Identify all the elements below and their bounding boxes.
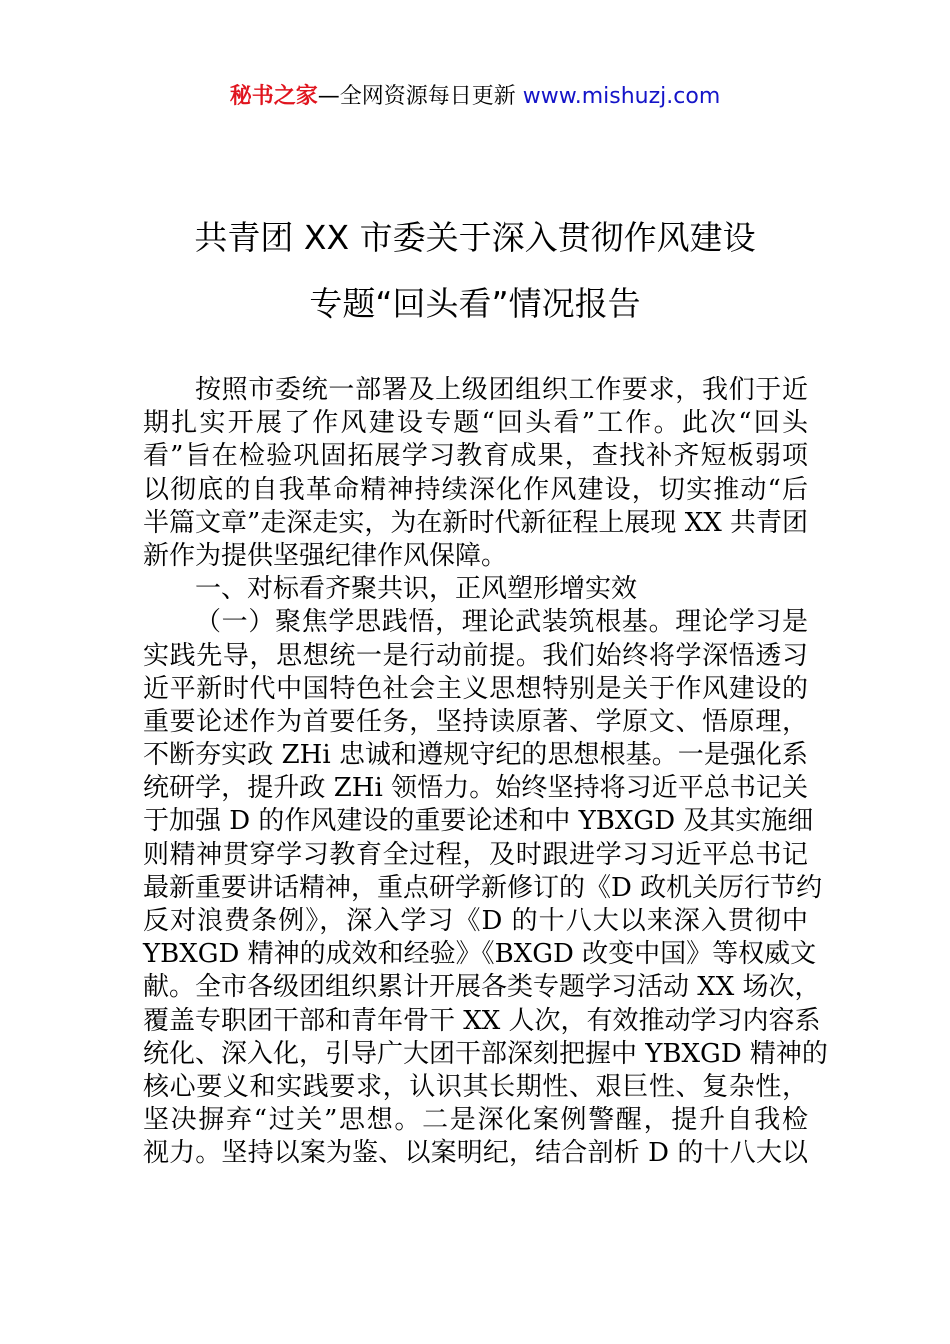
- paragraph-line: 不断夯实政 ZHi 忠诚和遵规守纪的思想根基。一是强化系: [143, 740, 808, 771]
- paragraph-line: YBXGD 精神的成效和经验》《BXGD 改变中国》等权威文: [143, 939, 817, 970]
- site-brand: 秘书之家: [229, 84, 318, 109]
- paragraph-line: 按照市委统一部署及上级团组织工作要求，我们于近: [195, 375, 808, 405]
- paragraph-line: 期扎实开展了作风建设专题“回头看”工作。此次“回头: [143, 408, 808, 439]
- paragraph-line: 覆盖专职团干部和青年骨干 XX 人次，有效推动学习内容系: [143, 1005, 821, 1036]
- paragraph-line: 以彻底的自我革命精神持续深化作风建设，切实推动“后: [143, 474, 808, 505]
- document-title-line-1: 共青团 XX 市委关于深入贯彻作风建设: [194, 218, 756, 257]
- site-url-link[interactable]: www.mishuzj.com: [522, 84, 721, 109]
- paragraph-line: 看”旨在检验巩固拓展学习教育成果，查找补齐短板弱项: [143, 441, 808, 472]
- paragraph-line: 献。全市各级团组织累计开展各类专题学习活动 XX 场次，: [143, 972, 821, 1003]
- paragraph-line: （一）聚焦学思践悟，理论武装筑根基。理论学习是: [195, 607, 808, 638]
- paragraph-line: 于加强 D 的作风建设的重要论述和中 YBXGD 及其实施细: [143, 806, 814, 837]
- paragraph-line: 半篇文章”走深走实，为在新时代新征程上展现 XX 共青团: [143, 507, 808, 538]
- paragraph-line: 核心要义和实践要求，认识其长期性、艰巨性、复杂性，: [143, 1071, 808, 1102]
- site-header: [0, 82, 950, 112]
- document-title-line-2: 专题“回头看”情况报告: [309, 284, 641, 323]
- paragraph-line: 新作为提供坚强纪律作风保障。: [143, 540, 508, 571]
- paragraph-line: 反对浪费条例》，深入学习《D 的十八大以来深入贯彻中: [143, 906, 808, 936]
- paragraph-line: 近平新时代中国特色社会主义思想特别是关于作风建设的: [143, 673, 808, 704]
- site-tagline: —全网资源每日更新: [317, 84, 523, 109]
- paragraph-line: 坚决摒弃“过关”思想。二是深化案例警醒，提升自我检: [143, 1105, 808, 1136]
- paragraph-line: 重要论述作为首要任务，坚持读原著、学原文、悟原理，: [143, 706, 808, 737]
- document-body: [143, 374, 828, 1171]
- section-heading: 一、对标看齐聚共识，正风塑形增实效: [195, 574, 638, 605]
- paragraph-line: 统化、深入化，引导广大团干部深刻把握中 YBXGD 精神的: [143, 1038, 828, 1069]
- paragraph-line: 实践先导，思想统一是行动前提。我们始终将学深悟透习: [143, 640, 808, 671]
- paragraph-line: 则精神贯穿学习教育全过程，及时跟进学习习近平总书记: [143, 839, 808, 870]
- paragraph-line: 统研学，提升政 ZHi 领悟力。始终坚持将习近平总书记关: [143, 773, 808, 804]
- paragraph-line: 视力。坚持以案为鉴、以案明纪，结合剖析 D 的十八大以: [143, 1138, 808, 1169]
- paragraph-line: 最新重要讲话精神，重点研学新修订的《D 政机关厉行节约: [143, 872, 823, 903]
